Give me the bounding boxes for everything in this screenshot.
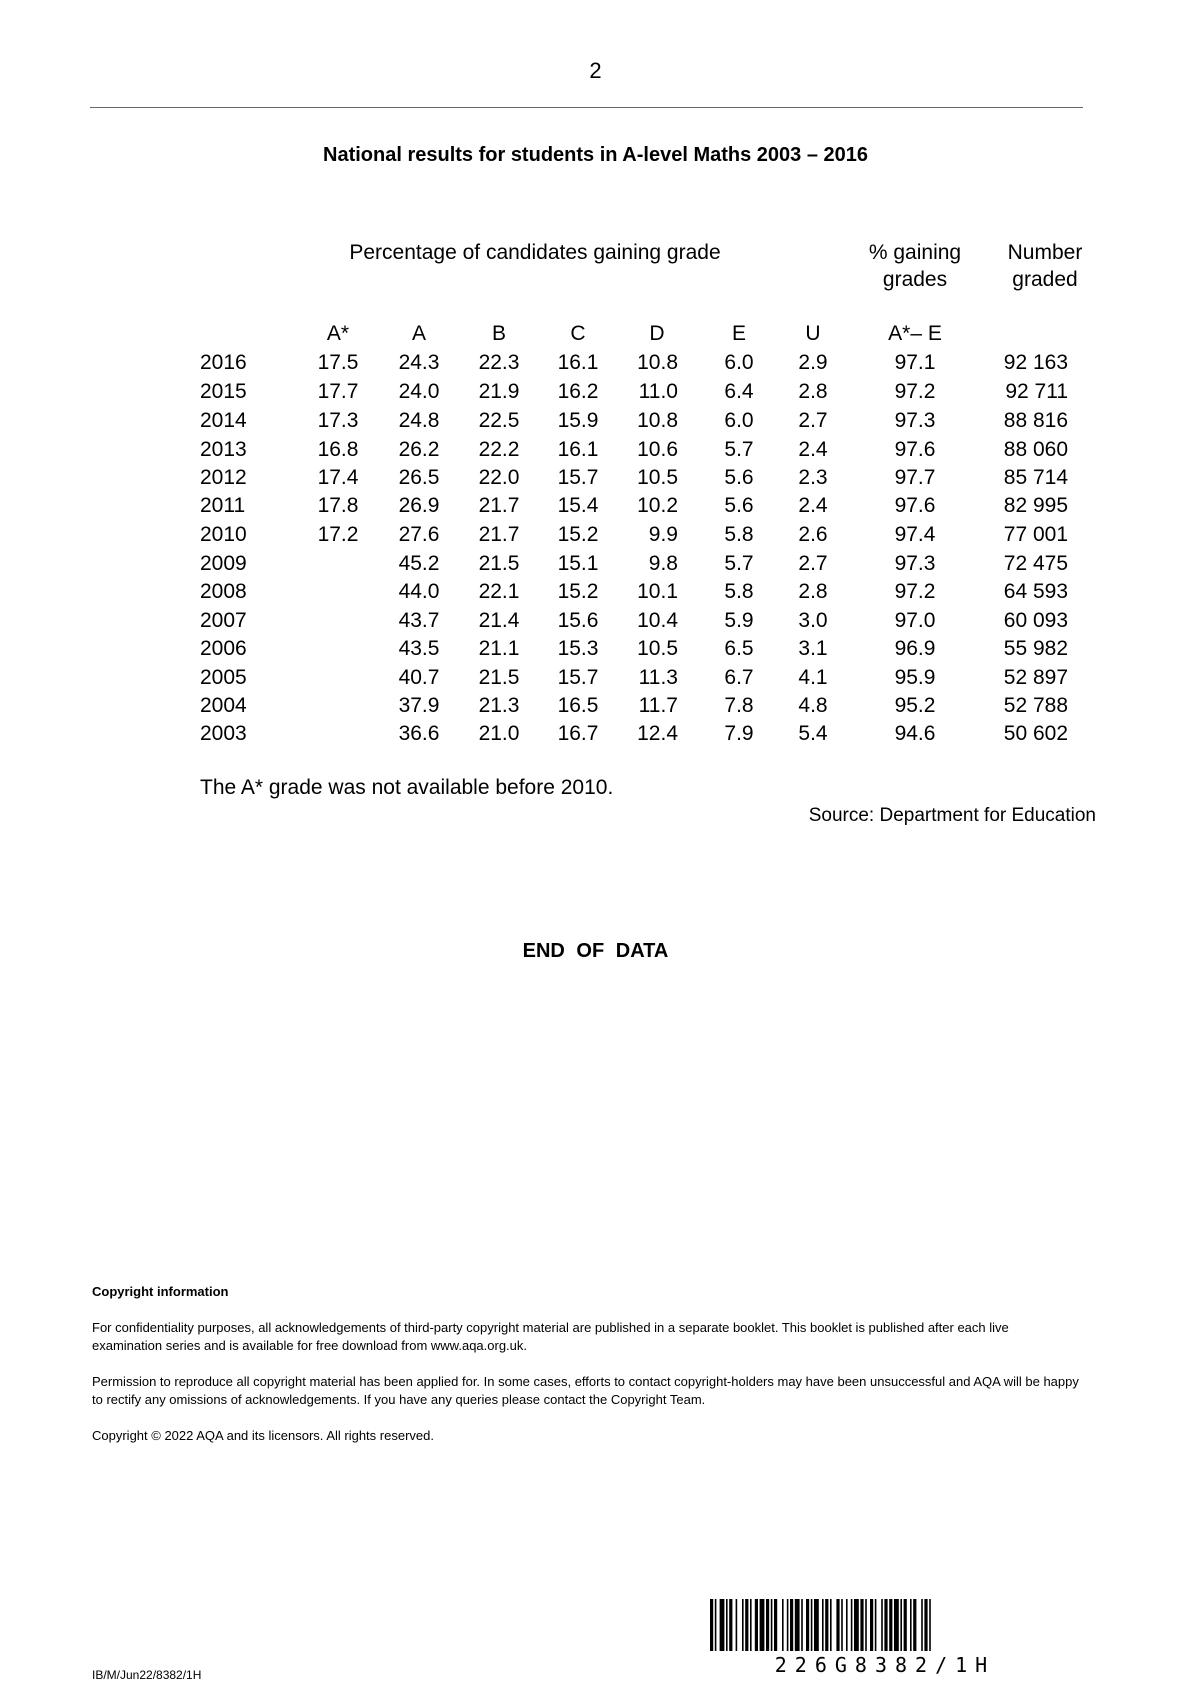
table-row — [0, 349, 1191, 377]
barcode-bar — [854, 1599, 859, 1651]
barcode-bar — [921, 1599, 923, 1651]
table-row — [0, 692, 1191, 720]
number-graded-cell: 92 163 — [1003, 351, 1068, 374]
copyright-notice: Copyright © 2022 AQA and its licensors. All rights reserved. — [92, 1428, 434, 1443]
a-cell: 40.7 — [398, 666, 440, 689]
astar-e-cell: 97.2 — [894, 580, 936, 603]
d-cell: 10.2 — [637, 494, 678, 517]
table-row — [0, 578, 1191, 606]
b-cell: 21.9 — [478, 380, 520, 403]
astar-cell: 17.5 — [317, 351, 359, 374]
e-cell: 6.7 — [724, 666, 754, 689]
b-cell: 21.4 — [478, 609, 520, 632]
barcode-bar — [846, 1599, 848, 1651]
barcode-bar — [720, 1599, 725, 1651]
c-cell: 15.3 — [557, 637, 599, 660]
u-cell: 2.6 — [798, 523, 828, 546]
barcode-bar — [782, 1599, 784, 1651]
document-code: IB/M/Jun22/8382/1H — [92, 1668, 202, 1682]
table-row — [0, 436, 1191, 464]
number-graded-cell: 85 714 — [1003, 466, 1068, 489]
b-cell: 22.1 — [478, 580, 520, 603]
number-graded-cell: 52 897 — [1003, 666, 1068, 689]
grade-header-u: U — [805, 322, 821, 345]
number-graded-cell: 60 093 — [1003, 609, 1068, 632]
d-cell: 11.0 — [638, 380, 678, 403]
barcode-bar — [811, 1599, 813, 1651]
table-row — [0, 607, 1191, 635]
grade-header-astar-e: A*– E — [888, 322, 942, 345]
number-graded-cell: 88 060 — [1003, 438, 1068, 461]
table-row — [0, 720, 1191, 748]
barcode-bar — [771, 1599, 773, 1651]
year-cell: 2007 — [200, 609, 247, 632]
year-cell: 2011 — [200, 494, 246, 517]
document-title: National results for students in A-level Maths 2003 – 2016 — [323, 144, 868, 166]
year-cell: 2005 — [200, 666, 247, 689]
c-cell: 15.7 — [557, 466, 599, 489]
barcode-bar — [715, 1599, 717, 1651]
barcode-bar — [729, 1599, 732, 1651]
barcode-bar — [900, 1599, 902, 1651]
c-cell: 15.1 — [557, 552, 599, 575]
number-graded-cell: 82 995 — [1003, 494, 1068, 517]
d-cell: 9.8 — [648, 552, 678, 575]
grade-header-e: E — [731, 322, 746, 345]
barcode-bar — [750, 1599, 752, 1651]
gaining-grades-header — [845, 239, 985, 293]
astar-e-cell: 97.3 — [894, 409, 936, 432]
barcode-bar — [929, 1599, 931, 1651]
c-cell: 15.4 — [557, 494, 599, 517]
u-cell: 4.1 — [798, 666, 828, 689]
d-cell: 11.7 — [638, 694, 678, 717]
astar-e-cell: 97.0 — [894, 609, 936, 632]
u-cell: 2.3 — [798, 466, 828, 489]
u-cell: 3.0 — [798, 609, 828, 632]
grade-header-d: D — [649, 322, 665, 345]
copyright-heading: Copyright information — [92, 1284, 229, 1299]
e-cell: 6.4 — [724, 380, 754, 403]
e-cell: 6.0 — [724, 351, 754, 374]
d-cell: 10.6 — [637, 438, 678, 461]
grade-header-b: B — [491, 322, 506, 345]
barcode-bar — [806, 1599, 809, 1651]
year-cell: 2013 — [200, 438, 247, 461]
barcode-bar — [726, 1599, 728, 1651]
number-graded-cell: 52 788 — [1003, 694, 1068, 717]
e-cell: 5.6 — [724, 466, 754, 489]
number-graded-cell: 88 816 — [1003, 409, 1068, 432]
year-cell: 2009 — [200, 552, 247, 575]
table-row — [0, 378, 1191, 406]
e-cell: 7.9 — [724, 722, 754, 745]
a-cell: 27.6 — [398, 523, 440, 546]
b-cell: 22.5 — [478, 409, 520, 432]
a-cell: 26.5 — [398, 466, 440, 489]
table-row — [0, 407, 1191, 435]
barcode-bar — [801, 1599, 803, 1651]
barcode-bar — [825, 1599, 828, 1651]
c-cell: 16.7 — [557, 722, 599, 745]
e-cell: 6.0 — [724, 409, 754, 432]
barcode-bar — [889, 1599, 892, 1651]
d-cell: 10.1 — [637, 580, 678, 603]
a-cell: 24.8 — [398, 409, 440, 432]
barcode-bar — [742, 1599, 744, 1651]
grade-header-a: A — [411, 322, 426, 345]
a-cell: 43.7 — [398, 609, 440, 632]
b-cell: 21.7 — [478, 523, 520, 546]
barcode-bar — [894, 1599, 899, 1651]
u-cell: 2.7 — [798, 552, 828, 575]
number-graded-cell: 50 602 — [1003, 722, 1068, 745]
year-cell: 2006 — [200, 637, 247, 660]
barcode-bar — [870, 1599, 873, 1651]
u-cell: 2.9 — [798, 351, 828, 374]
astar-e-cell: 97.6 — [894, 438, 936, 461]
year-cell: 2015 — [200, 380, 247, 403]
page-number: 2 — [589, 58, 602, 83]
barcode-bar — [755, 1599, 758, 1651]
barcode-bar — [790, 1599, 793, 1651]
d-cell: 10.8 — [637, 409, 678, 432]
e-cell: 5.7 — [724, 438, 754, 461]
barcode-bar — [910, 1599, 912, 1651]
number-graded-cell: 92 711 — [1005, 380, 1068, 403]
b-cell: 21.0 — [478, 722, 520, 745]
barcode-bar — [736, 1599, 738, 1651]
u-cell: 3.1 — [798, 637, 828, 660]
grade-header-astar: A* — [326, 322, 350, 345]
barcode-bar — [787, 1599, 789, 1651]
b-cell: 21.1 — [478, 637, 520, 660]
number-graded-cell: 72 475 — [1003, 552, 1068, 575]
source-citation: Source: Department for Education — [808, 805, 1096, 826]
d-cell: 9.9 — [648, 523, 678, 546]
barcode-bar — [814, 1599, 819, 1651]
gaining-header-line1: % gaining — [868, 241, 962, 264]
e-cell: 5.8 — [724, 580, 754, 603]
c-cell: 16.5 — [557, 694, 599, 717]
header-rule — [90, 107, 1083, 108]
barcode-bar — [924, 1599, 927, 1651]
barcode-bar — [881, 1599, 883, 1651]
u-cell: 2.4 — [798, 494, 828, 517]
astar-cell: 17.8 — [317, 494, 359, 517]
table-row — [0, 521, 1191, 549]
a-cell: 43.5 — [398, 637, 440, 660]
end-of-data-label: END OF DATA — [522, 940, 669, 962]
astar-cell: 17.7 — [317, 380, 359, 403]
b-cell: 21.5 — [478, 552, 520, 575]
c-cell: 16.2 — [557, 380, 599, 403]
grade-header-c: C — [570, 322, 586, 345]
d-cell: 10.8 — [637, 351, 678, 374]
astar-cell: 17.4 — [317, 466, 359, 489]
number-graded-header — [980, 239, 1110, 293]
barcode-bar — [745, 1599, 748, 1651]
u-cell: 5.4 — [798, 722, 828, 745]
barcode-bar — [851, 1599, 853, 1651]
a-cell: 24.3 — [398, 351, 440, 374]
grade-column-headers — [0, 320, 1191, 348]
astar-e-cell: 97.4 — [894, 523, 936, 546]
year-cell: 2003 — [200, 722, 247, 745]
c-cell: 15.7 — [557, 666, 599, 689]
b-cell: 21.7 — [478, 494, 520, 517]
number-graded-cell: 55 982 — [1003, 637, 1068, 660]
table-row — [0, 464, 1191, 492]
number-header-line2: graded — [1012, 268, 1078, 291]
d-cell: 10.5 — [637, 466, 678, 489]
gaining-header-line2: grades — [882, 268, 948, 291]
e-cell: 6.5 — [724, 637, 754, 660]
table-note: The A* grade was not available before 2010. — [200, 776, 614, 799]
barcode-bar — [760, 1599, 765, 1651]
percentage-header: Percentage of candidates gaining grade — [349, 241, 721, 264]
b-cell: 22.2 — [478, 438, 520, 461]
b-cell: 21.3 — [478, 694, 520, 717]
astar-e-cell: 97.1 — [894, 351, 936, 374]
a-cell: 44.0 — [398, 580, 440, 603]
c-cell: 15.9 — [557, 409, 599, 432]
table-row — [0, 550, 1191, 578]
year-cell: 2012 — [200, 466, 247, 489]
astar-e-cell: 97.7 — [894, 466, 936, 489]
number-graded-cell: 77 001 — [1003, 523, 1068, 546]
a-cell: 45.2 — [398, 552, 440, 575]
barcode-bar — [860, 1599, 863, 1651]
number-graded-cell: 64 593 — [1003, 580, 1068, 603]
barcode-bar — [822, 1599, 824, 1651]
barcode-bar — [774, 1599, 777, 1651]
barcode-bar — [710, 1599, 713, 1651]
c-cell: 15.2 — [557, 523, 599, 546]
table-row — [0, 635, 1191, 663]
astar-e-cell: 96.9 — [894, 637, 936, 660]
barcode-bar — [795, 1599, 800, 1651]
c-cell: 16.1 — [557, 438, 599, 461]
barcode-bar — [875, 1599, 877, 1651]
a-cell: 26.9 — [398, 494, 440, 517]
a-cell: 26.2 — [398, 438, 440, 461]
b-cell: 22.0 — [478, 466, 520, 489]
year-cell: 2010 — [200, 523, 247, 546]
astar-e-cell: 94.6 — [894, 722, 936, 745]
c-cell: 16.1 — [557, 351, 599, 374]
c-cell: 15.2 — [557, 580, 599, 603]
year-cell: 2016 — [200, 351, 247, 374]
number-header-line1: Number — [1007, 241, 1083, 264]
barcode-bar — [904, 1599, 907, 1651]
b-cell: 21.5 — [478, 666, 520, 689]
astar-e-cell: 95.9 — [894, 666, 936, 689]
a-cell: 24.0 — [398, 380, 440, 403]
barcode-text: 226G8382/1H — [774, 1653, 996, 1677]
e-cell: 5.8 — [724, 523, 754, 546]
barcode-bar — [865, 1599, 867, 1651]
barcode-bar — [836, 1599, 839, 1651]
u-cell: 2.7 — [798, 409, 828, 432]
e-cell: 5.9 — [724, 609, 754, 632]
u-cell: 2.8 — [798, 380, 828, 403]
table-row — [0, 492, 1191, 520]
d-cell: 10.4 — [637, 609, 678, 632]
c-cell: 15.6 — [557, 609, 599, 632]
table-row — [0, 664, 1191, 692]
a-cell: 37.9 — [398, 694, 440, 717]
u-cell: 2.8 — [798, 580, 828, 603]
e-cell: 7.8 — [724, 694, 754, 717]
copyright-paragraph: For confidentiality purposes, all acknowledgements of third-party copyright material are published in a separate booklet. This booklet is published after each live examination series and is available for free download from www.aqa.org.uk. — [92, 1320, 1009, 1353]
barcode-bar — [913, 1599, 916, 1651]
barcode-bar — [841, 1599, 843, 1651]
year-cell: 2008 — [200, 580, 247, 603]
d-cell: 10.5 — [637, 637, 678, 660]
astar-e-cell: 97.3 — [894, 552, 936, 575]
astar-e-cell: 97.6 — [894, 494, 936, 517]
u-cell: 4.8 — [798, 694, 828, 717]
e-cell: 5.7 — [724, 552, 754, 575]
astar-cell: 17.2 — [317, 523, 359, 546]
barcode-bar — [766, 1599, 769, 1651]
year-cell: 2014 — [200, 409, 247, 432]
barcode-image — [710, 1599, 1060, 1651]
d-cell: 11.3 — [638, 666, 678, 689]
copyright-paragraph: Permission to reproduce all copyright material has been applied for. In some cases, efforts to contact copyright-holders may have been unsuccessful and AQA will be happy to rectify any omissions of acknowledgements. If you have any queries please contact the Copyright Team. — [92, 1374, 1079, 1407]
e-cell: 5.6 — [724, 494, 754, 517]
astar-cell: 17.3 — [317, 409, 359, 432]
barcode-bar — [884, 1599, 887, 1651]
astar-e-cell: 97.2 — [894, 380, 936, 403]
year-cell: 2004 — [200, 694, 247, 717]
barcode-bar — [830, 1599, 832, 1651]
b-cell: 22.3 — [478, 351, 520, 374]
d-cell: 12.4 — [637, 722, 678, 745]
u-cell: 2.4 — [798, 438, 828, 461]
astar-e-cell: 95.2 — [894, 694, 936, 717]
astar-cell: 16.8 — [317, 438, 359, 461]
a-cell: 36.6 — [398, 722, 440, 745]
